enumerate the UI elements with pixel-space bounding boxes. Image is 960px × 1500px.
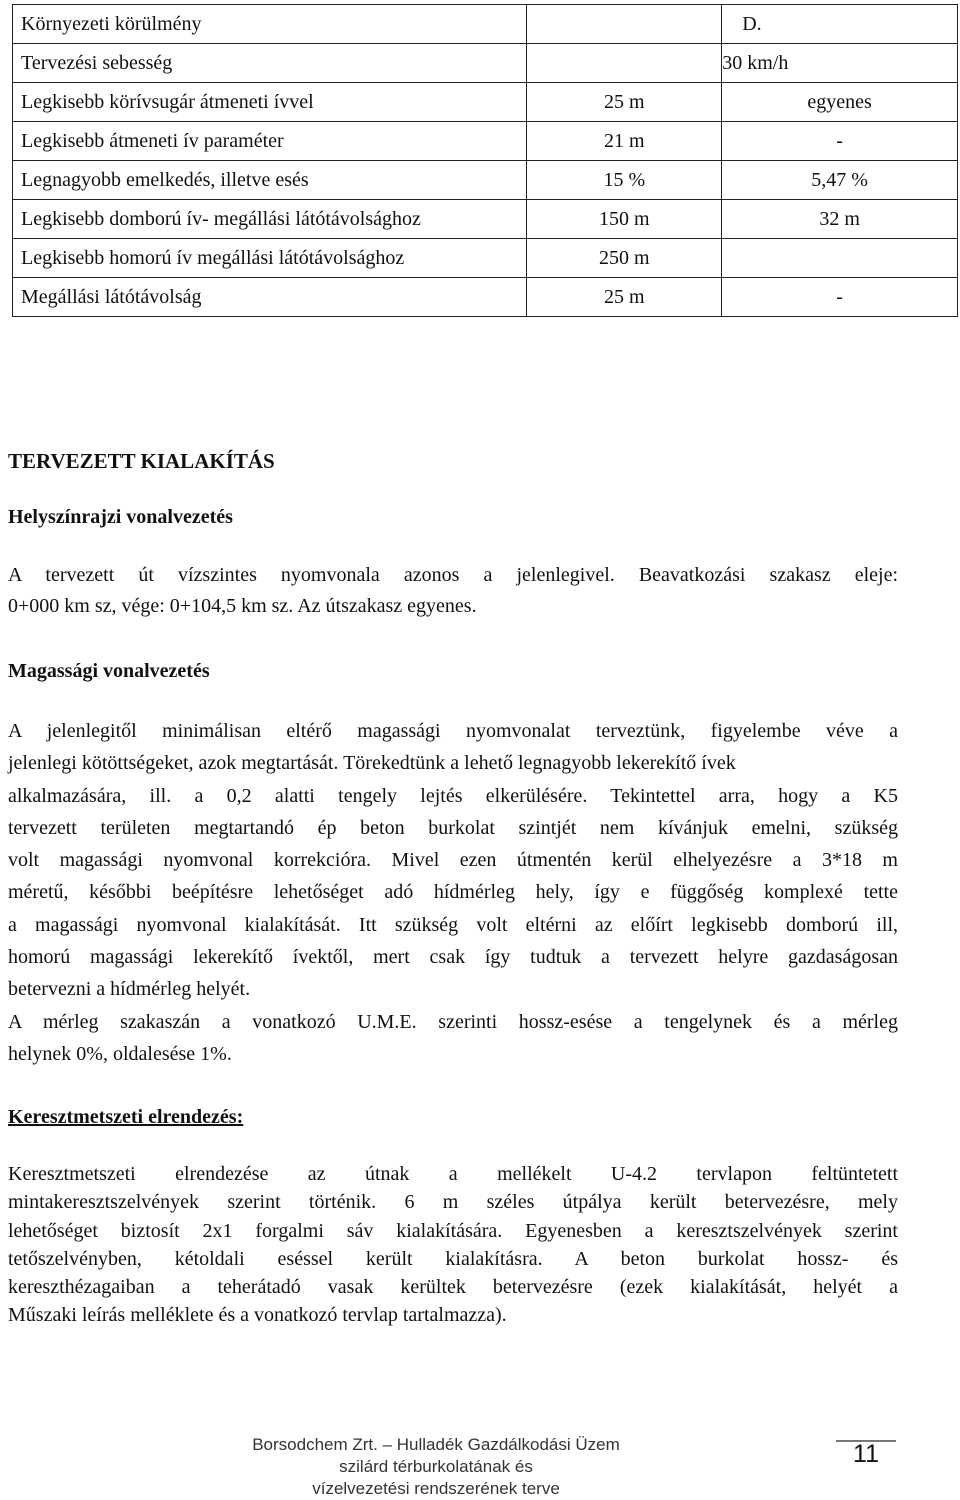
magassagi-paragraph bbox=[8, 715, 898, 1070]
kereszt-paragraph bbox=[8, 1160, 898, 1330]
param-value-1: 150 m bbox=[527, 200, 722, 239]
table-row bbox=[13, 239, 958, 278]
paragraph-line: Műszaki leírás melléklete és a vonatkozó tervlap tartalmazza). bbox=[8, 1304, 507, 1327]
footer-line-3: vízelvezetési rendszerének terve bbox=[312, 1479, 560, 1498]
paragraph-line: alkalmazására, ill. a 0,2 alatti tengely lejtés elkerülésére. Tekintettel arra, hogy a K5 bbox=[8, 784, 898, 807]
table-row bbox=[13, 161, 958, 200]
param-value-1 bbox=[527, 5, 722, 44]
param-value-1 bbox=[527, 44, 722, 83]
page-number: 11 bbox=[853, 1440, 879, 1468]
param-label: Legkisebb átmeneti ív paraméter bbox=[13, 122, 527, 161]
footer-line-1: Borsodchem Zrt. – Hulladék Gazdálkodási Üzem bbox=[252, 1435, 620, 1454]
paragraph-line: mintakeresztszelvények szerint történik. 6 m széles útpálya került betervezésre, mely bbox=[8, 1191, 898, 1214]
param-value-1: 15 % bbox=[527, 161, 722, 200]
param-label: Környezeti körülmény bbox=[13, 5, 527, 44]
paragraph-line: homorú magassági lekerekítő ívektől, mert csak így tudtuk a tervezett helyre gazdaságosan bbox=[8, 946, 898, 969]
param-value-1: 25 m bbox=[527, 278, 722, 317]
param-value-2: 30 km/h bbox=[722, 44, 958, 83]
magassagi-title: Magassági vonalvezetés bbox=[8, 660, 210, 682]
paragraph-line: helynek 0%, oldalesése 1%. bbox=[8, 1042, 232, 1065]
paragraph-line: méretű, későbbi beépítésre lehetőséget adó hídmérleg hely, így e függőség komplexé tette bbox=[8, 881, 898, 904]
paragraph-line: volt magassági nyomvonal korrekcióra. Mivel ezen útmentén kerül elhelyezésre a 3*18 m bbox=[8, 849, 898, 872]
paragraph-line: betervezni a hídmérleg helyét. bbox=[8, 978, 251, 1001]
param-value-2: - bbox=[722, 122, 958, 161]
main-heading: TERVEZETT KIALAKÍTÁS bbox=[8, 449, 275, 473]
table-row bbox=[13, 5, 958, 44]
param-label: Legnagyobb emelkedés, illetve esés bbox=[13, 161, 527, 200]
table-row bbox=[13, 122, 958, 161]
param-label: Legkisebb homorú ív megállási látótávolsághoz bbox=[13, 239, 527, 278]
helyszin-line: A tervezett út vízszintes nyomvonala azonos a jelenlegivel. Beavatkozási szakasz eleje: bbox=[8, 564, 898, 586]
param-value-2 bbox=[722, 239, 958, 278]
table-row bbox=[13, 83, 958, 122]
paragraph-line: a magassági nyomvonal kialakítását. Itt szükség volt eltérni az előírt legkisebb domború ill, bbox=[8, 913, 898, 936]
table-row bbox=[13, 278, 958, 317]
paragraph-line: A mérleg szakaszán a vonatkozó U.M.E. szerinti hossz-esése a tengelynek és a mérleg bbox=[8, 1010, 898, 1033]
param-label: Tervezési sebesség bbox=[13, 44, 527, 83]
parameters-table bbox=[12, 4, 958, 317]
param-value-1: 25 m bbox=[527, 83, 722, 122]
param-label: Legkisebb domború ív- megállási látótávolsághoz bbox=[13, 200, 527, 239]
param-label: Megállási látótávolság bbox=[13, 278, 527, 317]
param-value-2: 5,47 % bbox=[722, 161, 958, 200]
helyszin-paragraph bbox=[8, 560, 898, 622]
param-value-2: 32 m bbox=[722, 200, 958, 239]
param-value-2: egyenes bbox=[722, 83, 958, 122]
paragraph-line: tetőszelvényben, kétoldali eséssel került kialakításra. A beton burkolat hossz- és bbox=[8, 1247, 898, 1270]
helyszin-title: Helyszínrajzi vonalvezetés bbox=[8, 506, 233, 528]
table-row bbox=[13, 200, 958, 239]
param-value-2: D. bbox=[722, 5, 958, 44]
paragraph-line: Keresztmetszeti elrendezése az útnak a mellékelt U-4.2 tervlapon feltüntetett bbox=[8, 1163, 898, 1185]
footer-text bbox=[226, 1434, 646, 1500]
param-value-2: - bbox=[722, 278, 958, 317]
paragraph-line: tervezett területen megtartandó ép beton burkolat szintjét nem kívánjuk emelni, szükség bbox=[8, 816, 898, 839]
table-row bbox=[13, 44, 958, 83]
helyszin-line: 0+000 km sz, vége: 0+104,5 km sz. Az útszakasz egyenes. bbox=[8, 595, 477, 617]
param-label: Legkisebb körívsugár átmeneti ívvel bbox=[13, 83, 527, 122]
paragraph-line: lehetőséget biztosít 2x1 forgalmi sáv kialakítására. Egyenesben a keresztszelvények szerint bbox=[8, 1219, 898, 1242]
kereszt-title: Keresztmetszeti elrendezés: bbox=[8, 1106, 244, 1128]
footer-line-2: szilárd térburkolatának és bbox=[339, 1457, 533, 1476]
paragraph-line: kereszthézagaiban a teherátadó vasak kerültek betervezésre (ezek kialakítását, helyét a bbox=[8, 1276, 898, 1299]
param-value-1: 250 m bbox=[527, 239, 722, 278]
param-value-1: 21 m bbox=[527, 122, 722, 161]
paragraph-line: jelenlegi kötöttségeket, azok megtartását. Törekedtünk a lehető legnagyobb lekerekítő ívek bbox=[8, 752, 736, 775]
paragraph-line: A jelenlegitől minimálisan eltérő magassági nyomvonalat terveztünk, figyelembe véve a bbox=[8, 720, 898, 742]
